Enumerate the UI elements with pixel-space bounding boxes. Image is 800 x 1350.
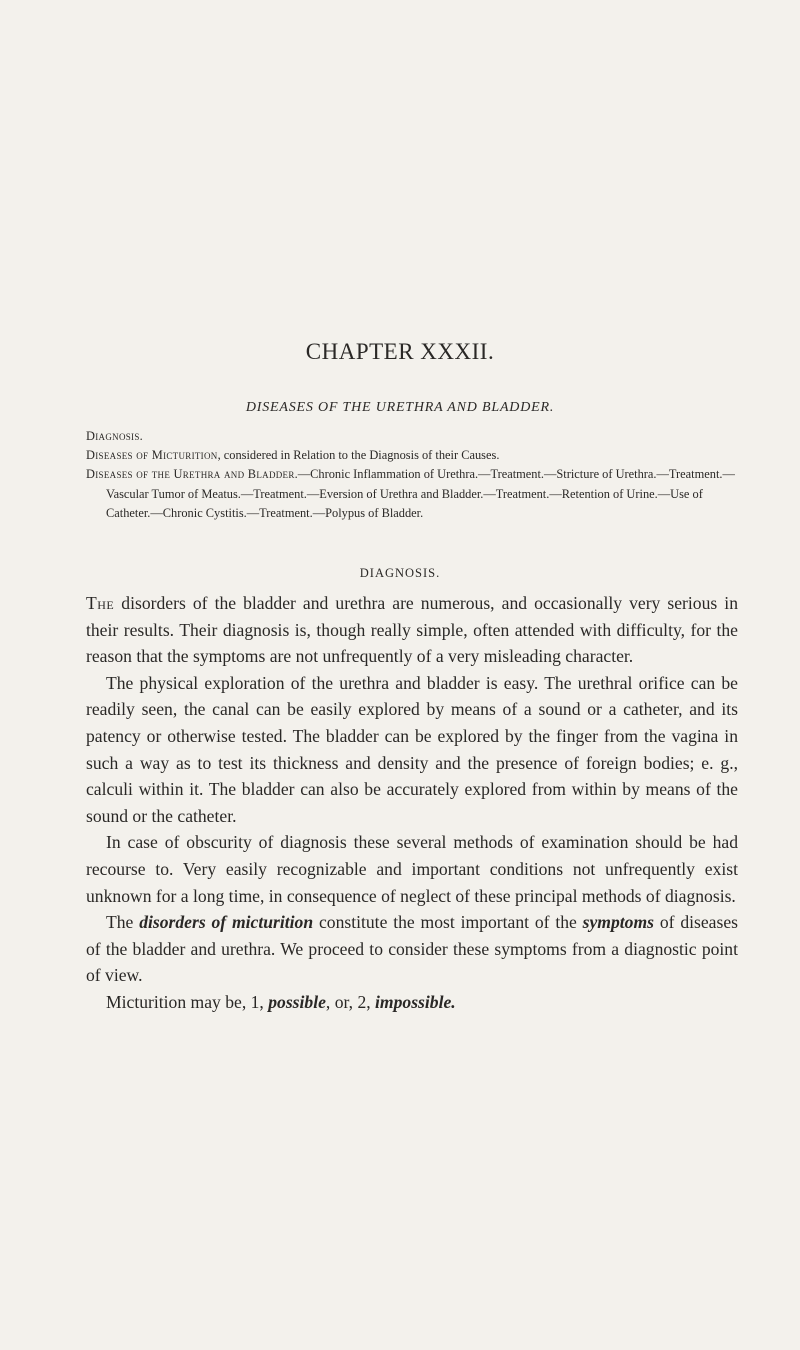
synopsis-entry-text: , considered in Relation to the Diagnosis of their Causes.: [217, 448, 500, 463]
synopsis-diagnosis: Diagnosis.: [86, 429, 144, 443]
paragraph-5: [86, 989, 738, 1016]
paragraph-text: The: [106, 912, 140, 933]
emphasis-text: disorders of micturition: [139, 912, 314, 933]
synopsis-entry-head: Diseases of the Urethra and Bladder: [86, 467, 295, 482]
paragraph-text: , or, 2,: [325, 991, 376, 1012]
chapter-synopsis: [86, 427, 736, 523]
paragraph-text: constitute the most important of the: [313, 912, 583, 933]
paragraph-initial: The: [86, 593, 115, 613]
emphasis-text: symptoms: [582, 912, 655, 933]
paragraph-2: The physical exploration of the urethra and bladder is easy. The urethral orifice can be readily seen, the canal can be easily explored by means of a sound or a catheter, and its patency or otherwise tested. The bladder can be explored by the finger from the vagina in such a way as to test its thickness and density and the presence of foreign bodies; e. g., calculi within it. The bladder can also be accurately explored from within by means of the sound or the catheter.: [86, 672, 738, 826]
paragraph-text: disorders of the bladder and urethra are numerous, and occasionally very serious in their results. Their diagnosis is, though really simple, often attended with difficulty, for the reason that the symptoms are not unfrequently of a very misleading character.: [86, 593, 738, 667]
synopsis-entry-text: .—Chronic Inflammation of Urethra.—Treatment.—Stricture of Urethra.—Treatment.—Vascular Tumor of Meatus.—Treatment.—Eversion of Urethra and Bladder.—Treatment.—Retention of Urine.—Use of Catheter.—Chronic Cystitis.—Treatment.—Polypus of Bladder.: [106, 467, 735, 520]
chapter-title: CHAPTER XXXII.: [305, 339, 495, 364]
emphasis-text: possible: [268, 991, 326, 1012]
paragraph-text: Micturition may be, 1,: [106, 991, 269, 1012]
paragraph-4: [86, 909, 738, 989]
paragraph-1: [86, 590, 738, 670]
synopsis-entry-micturition: [86, 446, 736, 465]
synopsis-entry-head: Diseases of Micturition: [86, 448, 218, 463]
emphasis-text: impossible.: [375, 991, 456, 1012]
chapter-subtitle: DISEASES OF THE URETHRA AND BLADDER.: [245, 400, 555, 415]
paragraph-text: of diseases of the bladder and urethra. We proceed to consider these symptoms from a diagnostic point of view.: [86, 912, 738, 986]
paragraph-3: In case of obscurity of diagnosis these several methods of examination should be had recourse to. Very easily recognizable and important conditions not unfrequently exist unknown for a long time, in consequence of neglect of these principal methods of diagnosis.: [86, 832, 738, 906]
body-text: [86, 590, 738, 1016]
synopsis-entry-urethra-bladder: [86, 465, 736, 523]
section-heading: DIAGNOSIS.: [359, 566, 441, 580]
